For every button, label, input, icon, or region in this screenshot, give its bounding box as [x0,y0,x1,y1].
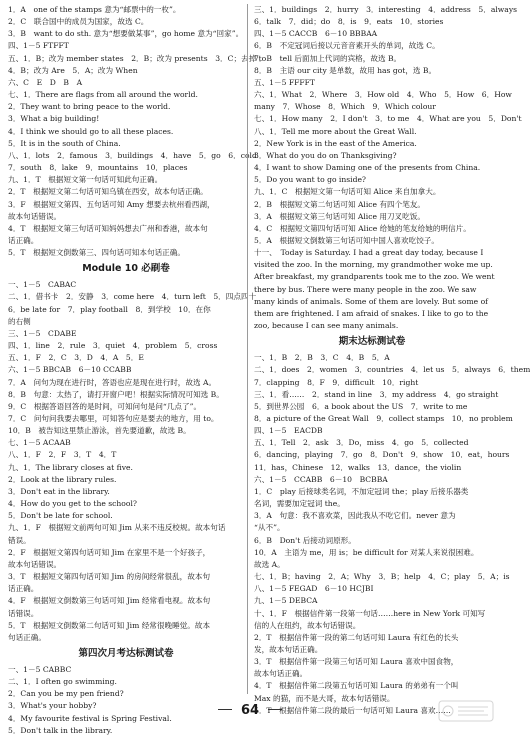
right-answer-line: 发，故本句话正确。 [254,644,323,654]
right-answer-line: 四、1－5 CACCB 6－10 BBBAA [254,29,378,39]
left-answer-line: 七、1．There are flags from all around the world. [8,90,198,100]
left-answer-line: 四、1－5 FTFFT [8,41,69,51]
left-answer-line: 4．B；改为 Are 5．A；改为 When [8,65,138,75]
right-answer-line: 6．B 不定冠词后接以元音音素开头的单词，故选 C。 [254,41,440,51]
right-answer-line: 二、1．does 2．women 3．countries 4．let us 5．always 6．them [254,365,530,375]
right-answer-line: 八、1－5 FEGAD 6－10 HCJBI [254,584,374,594]
right-answer-line: many 7．Whose 8．Which 9．Which colour [254,102,436,112]
right-answer-line: 6．talk 7．did；do 8．is 9．eats 10．stories [254,17,444,27]
right-answer-line: 2．New York is in the east of the America. [254,138,417,148]
left-answer-line: 故本句话错误。 [8,211,62,221]
right-answer-line: 11．has，Chinese 12．walks 13．dance，the violin [254,462,462,472]
right-answer-line: 十、1．F 根据信件第一段第一句话……here in New York 可知写 [254,608,486,618]
right-answer-line: 3．A 句意：我不喜欢菜，因此我从不吃它们。never 意为 [254,511,456,521]
left-answer-line: 9．C 根据答语回答的是时间，可知问句是问“几点了”。 [8,401,202,411]
left-answer-line: 4．T 根据短文第三句话可知妈妈想去广州和香港，故本句 [8,223,208,233]
left-answer-line: 8．B 句意：太热了，请打开窗户吧！根据实际情况可知选 B。 [8,389,224,399]
left-answer-line: 的右侧 [8,316,31,326]
right-answer-line: 5．Do you want to go inside? [254,175,367,185]
right-answer-line: 名词，需要加定冠词 the。 [254,499,345,509]
left-section-heading: 第四次月考达标测试卷 [78,647,174,659]
right-answer-line: 7．B tell 后面加上代词的宾格，故选 B。 [254,53,402,63]
left-answer-line: 错误。 [8,535,31,545]
left-answer-line: 3．F 根据短文第四、五句话可知 Amy 想要去杭州看西湖， [8,199,215,209]
left-answer-line: 3．What's your hobby? [8,701,97,711]
left-answer-line: 一、1－5 CABAC [8,280,77,290]
left-answer-line: 五、1．B；改为 member states 2．B；改为 presents 3．C；去掉 to [8,53,267,63]
footer-dash-left [218,709,232,710]
left-answer-line: 5．Don't talk in the library. [8,725,113,735]
right-answer-line: 九、1－5 DEBCA [254,596,318,606]
right-answer-line: 信的人在纽约，故本句话错误。 [254,620,361,630]
right-answer-line: 4．C 根据短文第四句话可知 Alice 给她的笔友给她的明信片。 [254,223,471,233]
page-number: 64 [240,703,260,718]
right-column [254,4,530,717]
left-answer-line: 2．Look at the library rules. [8,474,117,484]
right-answer-line: 4．T 根据信件第二段第五句话可知 Laura 的弟弟有一个叫 [254,681,459,691]
left-section-heading: Module 10 必刷卷 [82,263,170,275]
right-answer-line: After breakfast, my grandparents took me to the zoo. We went [254,272,495,282]
left-answer-line: 10．B 被告知这里禁止游泳，首先要道歉，故选 B。 [8,426,191,436]
left-answer-line: 2．C 联合国中的成员为国家，故选 C。 [8,17,149,27]
left-answer-line: 3．T 根据短文第四句话可知 Jim 的房间经常很乱，故本句 [8,572,211,582]
right-answer-line: 故本句话正确。 [254,669,308,679]
left-answer-line: 九、1．T 根据短文第一句话可知此句正确。 [8,175,163,185]
right-answer-line: 七、1．B；having 2．A；Why 3．B；help 4．C；play 5．A；is [254,572,510,582]
left-answer-line: 5．Don't be late for school. [8,511,113,521]
right-answer-line: 3．A 根据短文第三句话可知 Alice 用刀叉吃饭。 [254,211,425,221]
right-answer-line: 三、1．buildings 2．hurry 3．interesting 4．address 5．always [254,5,518,14]
page-footer [0,699,500,718]
left-answer-line: 六、1－5 BBCAB 6－10 CCABB [8,365,132,375]
right-answer-line: 3．What do you do on Thanksgiving? [254,150,397,160]
left-answer-line: 1．A one of the stamps 意为“邮票中的一枚”。 [8,5,181,14]
right-answer-line: 八、1．Tell me more about the Great Wall. [254,126,417,136]
right-answer-line: visited the zoo. In the morning, my grandmother woke me up. [254,260,493,270]
right-answer-line: them are frightened. I am afraid of snakes. I like to go to the [254,308,489,318]
watermark-logo-icon [438,699,494,723]
right-answer-line: 7．clapping 8．F 9．difficult 10．right [254,377,419,387]
right-answer-line: 2．B 根据短文第二句话可知 Alice 有四个笔友。 [254,199,426,209]
left-answer-line: 7．south 8．lake 9．mountains 10．places [8,163,188,173]
left-answer-line: 2．Can you be my pen friend? [8,689,124,699]
left-answer-line: 三、1－5 CDABE [8,328,77,338]
right-answer-line: 6．B Don't 后接动词原形。 [254,535,356,545]
left-answer-line: 话正确。 [8,235,39,245]
left-answer-line: 九、1．The library closes at five. [8,462,133,472]
right-answer-line: Max 的猫，而不是大哥，故本句话错误。 [254,693,395,703]
left-answer-line: 一、1－5 CABBC [8,664,72,674]
right-answer-line: 四、1－5 EACDB [254,426,323,436]
left-answer-line: 7．A 问句为现在进行时，答语也应是现在进行时，故选 A。 [8,377,217,387]
left-answer-line: 7．C 问句问我要去哪里，可知答句应是要去的地方，用 to。 [8,414,219,423]
right-answer-line: 六、1－5 CCABB 6－10 BCBBA [254,474,388,484]
left-answer-line: 5．It is in the south of China. [8,138,121,148]
left-answer-line: 九、1．F 根据短文前两句可知 Jim 从来不违反校规。故本句话 [8,523,226,533]
right-answer-line: many kinds of animals. Some of them are lovely. But some of [254,296,488,306]
right-answer-line: 七、1．How many 2．I don't 3．to me 4．What are you 5．Don't [254,114,522,124]
left-answer-line: 5．T 根据短文倒数第三、四句话可知本句话正确。 [8,248,185,258]
left-answer-line: 4．How do you get to the school? [8,499,137,509]
right-answer-line: 九、1．C 根据短文第一句话可知 Alice 来自加拿大。 [254,187,441,197]
left-answer-line: 话错误。 [8,608,39,618]
right-answer-line: 10．A 主语为 me，用 is；be difficult for 对某人来说很困难。 [254,547,479,557]
right-answer-line: 三、1．看…… 2．stand in line 3．my address 4．go straight [254,389,499,399]
right-answer-line: 3．T 根据信件第一段第三句话可知 Laura 喜欢中国食物， [254,657,459,667]
left-answer-line: 二、1．借书卡 2．安静 3．come here 4．turn left 5．四点四十 [8,292,257,302]
left-answer-line: 4．I think we should go to all these places. [8,126,174,136]
right-answer-line: 五、1－5 FFFFT [254,77,315,87]
right-answer-line: 4．I want to show Daming one of the presents from China. [254,163,481,173]
right-section-heading: 期末达标测试卷 [338,336,406,348]
left-answer-line: 5．T 根据短文倒数第二句话可知 Jim 经常很晚睡觉。故本 [8,620,211,630]
left-answer-line: 6．be late for 7．play football 8．到学校 10．在你 [8,304,211,314]
left-answer-line: 4．F 根据短文倒数第三句话可知 Jim 经常看电视。故本句 [8,596,211,606]
right-answer-line: 1．C play 后接球类名词，不加定冠词 the；play 后接乐器类 [254,486,469,496]
left-answer-line: 话正确。 [8,584,39,594]
left-answer-line: 四、1．line 2．rule 3．quiet 4．problem 5．cross [8,341,218,351]
left-answer-line: 2．They want to bring peace to the world. [8,102,171,112]
right-answer-line: 十一、 Today is Saturday. I had a great day today, because I [254,248,484,258]
right-answer-line: 六、1．What 2．Where 3．How old 4．Who 5．How 6．How [254,90,512,100]
left-answer-line: 3．B want to do sth. 意为“想要做某事”，go home 意为“回家”。 [8,29,244,39]
left-answer-line: 五、1．F 2．C 3．D 4．A 5．E [8,353,144,363]
right-answer-line: 8．a picture of the Great Wall 9．collect stamps 10．no problem [254,414,513,423]
right-answer-line: zoo, because I can see many animals. [254,321,399,331]
left-answer-line: 4．My favourite festival is Spring Festival. [8,713,172,723]
right-answer-line: 2．T 根据信件第一段的第二句话可知 Laura 有红色的长头 [254,632,459,642]
left-answer-line: 句话正确。 [8,632,46,642]
right-answer-line: 故选 A。 [254,559,285,569]
left-answer-line: 二、1．I often go swimming. [8,677,117,687]
left-answer-line: 七、1－5 ACAAB [8,438,71,448]
right-answer-line: 一、1．B 2．B 3．C 4．B 5．A [254,353,390,363]
left-answer-line: 八、1．F 2．F 3．T 4．T [8,450,117,460]
right-answer-line: 5．到世界公园 6．a book about the US 7．write to me [254,401,468,411]
right-answer-line: 8．B 主语 our city 是单数，故用 has got，选 B。 [254,65,437,75]
right-answer-line: 五、1．Tell 2．ask 3．Do，miss 4．go 5．collected [254,438,469,448]
right-answer-line: 5．A 根据短文倒数第三句话可知中国人喜欢吃饺子。 [254,235,439,245]
column-divider [247,4,248,694]
right-answer-line: there by bus. There were many people in the zoo. We saw [254,284,477,294]
right-answer-line: “从不”。 [254,523,285,533]
right-answer-line: 6．dancing，playing 7．go 8．Don't 9．show 10．eat，hours [254,450,510,460]
left-answer-line: 故本句话错误。 [8,559,62,569]
right-answer-line: 5．T 根据信件第二段的最后一句话可知 Laura 喜欢…… [254,705,451,715]
left-answer-line: 3．Don't eat in the library. [8,486,110,496]
footer-dash-right [268,709,282,710]
left-answer-line: 2．T 根据短文第二句话可知乌镇在西安，故本句话正确。 [8,187,208,197]
left-answer-line: 八、1．lots 2．famous 3．buildings 4．have 5．go 6．cold [8,150,257,160]
left-answer-line: 3．What a big building! [8,114,100,124]
left-answer-line: 2．F 根据短文第四句话可知 Jim 在家里不是一个好孩子， [8,547,211,557]
left-answer-line: 六、C E D B A [8,77,83,87]
